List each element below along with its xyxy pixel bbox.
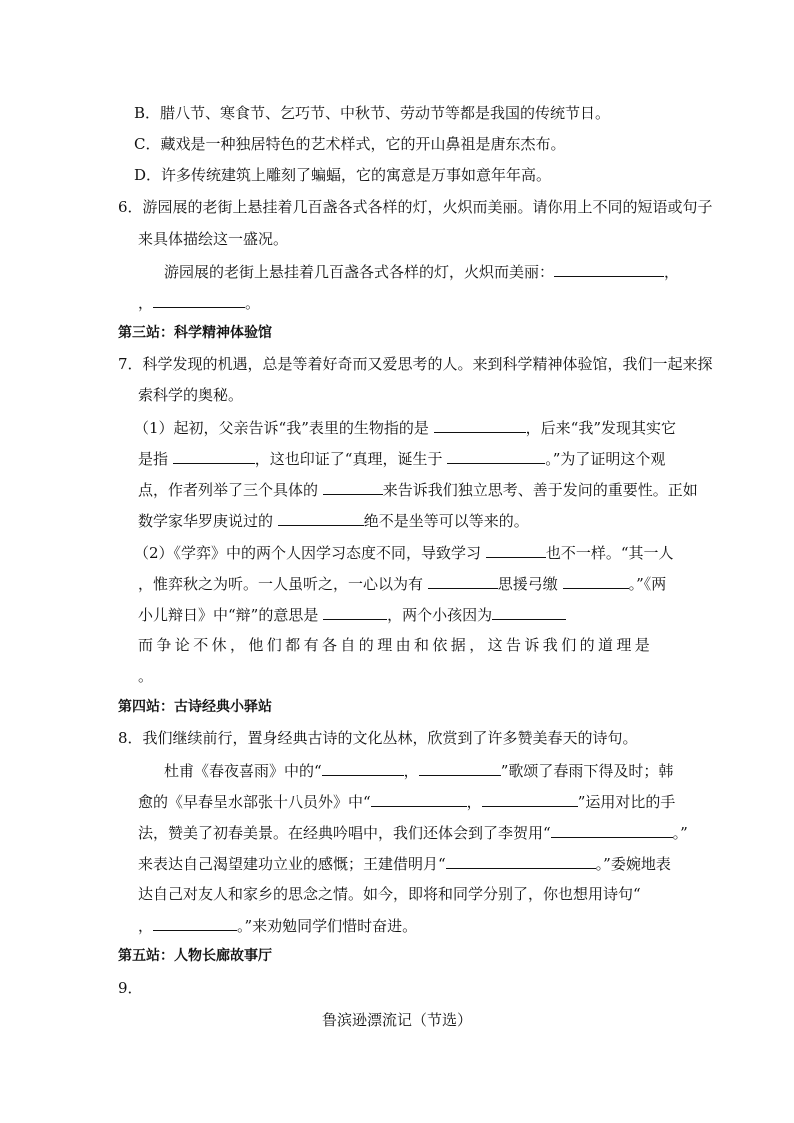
q6-lead-text: 游园展的老街上悬挂着几百盏各式各样的灯，火炽而美丽：: [164, 263, 555, 281]
q7-part2-line1: [134, 542, 674, 563]
q7-intro-line2: 索科学的奥秘。: [138, 386, 244, 404]
q7-p2-text-i: 。: [138, 667, 154, 685]
q7-blank-bird[interactable]: [428, 573, 498, 589]
q8-line-d: [138, 853, 671, 874]
q6-prompt-line2: 来具体描绘这一盛况。: [138, 230, 289, 248]
q8-blank-hanyu-1[interactable]: [371, 791, 467, 807]
q8-intro: 8．我们继续前行，置身经典古诗的文化丛林，欣赏到了许多赞美春天的诗句。: [118, 729, 638, 747]
q8-text-d1: 来表达自己渴望建功立业的感慨；王建借明月“: [138, 855, 446, 873]
q5-option-d: D．许多传统建筑上雕刻了蝙蝠，它的寓意是万事如意年年高。: [134, 166, 552, 184]
q8-blank-hanyu-2[interactable]: [482, 791, 578, 807]
q7-blank-shoot[interactable]: [563, 573, 629, 589]
q7-p2-text-b: 也不一样。“其一人: [545, 544, 674, 562]
q7-p1-text-b: ，后来“我”发现其实它: [525, 419, 677, 437]
station4-heading: 第四站：古诗经典小驿站: [118, 699, 272, 715]
q7-p1-text-d: ，这也印证了“真理，诞生于: [254, 450, 443, 468]
q8-text-b3: ”运用对比的手: [577, 793, 676, 811]
q8-line-f: [138, 915, 417, 936]
q8-blank-wangjian[interactable]: [446, 853, 596, 869]
q7-p2-text-d: 思援弓缴: [497, 575, 558, 593]
q8-blank-dufu-1[interactable]: [322, 760, 404, 776]
q8-text-d2: 。”委婉地表: [595, 855, 671, 873]
q8-text-b2: ，: [466, 793, 482, 811]
q7-p2-text-g: ，两个小孩因为: [387, 606, 493, 624]
q8-text-a3: ”歌颂了春雨下得及时；韩: [500, 762, 674, 780]
q7-p1-text-a: （1）起初，父亲告诉“我”表里的生物指的是: [134, 419, 429, 437]
q7-p1-text-i: 绝不是坐等可以等来的。: [363, 512, 529, 530]
q8-text-f1: ，: [138, 917, 154, 935]
q8-text-a1: 杜甫《春夜喜雨》中的“: [164, 762, 322, 780]
q8-text-f2: 。”来劝勉同学们惜时奋进。: [237, 917, 418, 935]
q8-blank-farewell[interactable]: [153, 915, 237, 931]
q7-part2-line5: [138, 666, 153, 686]
q7-blank-truth[interactable]: [447, 448, 545, 464]
q7-part1-line4: [138, 510, 529, 531]
q6-lead-comma: ，: [138, 294, 154, 312]
q7-part1-line2: [138, 448, 665, 469]
q7-intro-line1: 7．科学发现的机遇，总是等着好奇而又爱思考的人。来到科学精神体验馆，我们一起来探: [118, 355, 713, 373]
q8-blank-dufu-2[interactable]: [419, 760, 501, 776]
q6-blank-2[interactable]: [153, 292, 245, 308]
q7-p1-text-f: 点，作者列举了三个具体的: [138, 481, 319, 499]
q7-p2-text-e: 。”《两: [628, 575, 667, 593]
q5-option-c: C．藏戏是一种独居特色的艺术样式，它的开山鼻祖是唐东杰布。: [134, 135, 566, 153]
q7-blank-quote[interactable]: [278, 510, 364, 526]
q5-option-b: B．腊八节、寒食节、乞巧节、中秋节、劳动节等都是我国的传统节日。: [134, 104, 611, 122]
q8-blank-lihe[interactable]: [551, 822, 673, 838]
q7-part2-line4: 而争论不休，他们都有各自的理由和依据，这告诉我们的道理是: [138, 636, 654, 654]
q6-blank-1[interactable]: [554, 261, 664, 277]
q8-text-b1: 愈的《早春呈水部张十八员外》中“: [138, 793, 371, 811]
q7-blank-reason[interactable]: [492, 604, 566, 620]
q8-text-a2: ，: [403, 762, 419, 780]
q8-text-c2: 。”: [672, 824, 688, 842]
q7-blank-bian-meaning[interactable]: [323, 604, 387, 620]
q7-p1-text-c: 是指: [138, 450, 169, 468]
q7-p2-text-f: 小儿辩日》中“辩”的意思是: [138, 606, 319, 624]
q7-part1-line3: [138, 479, 698, 500]
q7-p2-text-a: （2）《学弈》中的两个人因学习态度不同，导致学习: [134, 544, 482, 562]
station5-heading: 第五站：人物长廊故事厅: [118, 948, 272, 964]
q6-answer-line1: [164, 261, 679, 282]
q7-p2-text-c: ，惟弈秋之为听。一人虽听之，一心以为有: [138, 575, 424, 593]
q8-line-e: 达自己对友人和家乡的思念之情。如今，即将和同学分别了，你也想用诗句“: [138, 885, 641, 903]
q6-prompt-line1: 6．游园展的老街上悬挂着几百盏各式各样的灯，火炽而美丽。请你用上不同的短语或句子: [118, 198, 713, 216]
station3-heading: 第三站：科学精神体验馆: [118, 325, 272, 341]
q9-passage-title: 鲁滨逊漂流记（节选）: [321, 1011, 472, 1029]
q6-comma: ，: [664, 263, 680, 281]
q7-blank-actually[interactable]: [173, 448, 255, 464]
q6-period: 。: [245, 294, 261, 312]
q7-p1-text-g: 来告诉我们独立思考、善于发问的重要性。正如: [382, 481, 698, 499]
q7-blank-examples[interactable]: [323, 479, 383, 495]
q7-p1-text-h: 数学家华罗庚说过的: [138, 512, 274, 530]
q7-part2-line3: [138, 604, 566, 625]
q8-line-b: [138, 791, 675, 812]
q7-p1-text-e: 。”为了证明这个观: [545, 450, 666, 468]
q6-answer-line2: [138, 292, 260, 313]
q8-text-c1: 法，赞美了初春美景。在经典吟唱中，我们还体会到了李贺用“: [138, 824, 551, 842]
q7-part2-line2: [138, 573, 666, 594]
q8-line-a: [164, 760, 673, 781]
q9-number: 9．: [118, 979, 143, 997]
q8-line-c: [138, 822, 688, 843]
q7-blank-organism[interactable]: [434, 417, 526, 433]
q7-part1-line1: [134, 417, 676, 438]
q7-blank-result[interactable]: [486, 542, 546, 558]
